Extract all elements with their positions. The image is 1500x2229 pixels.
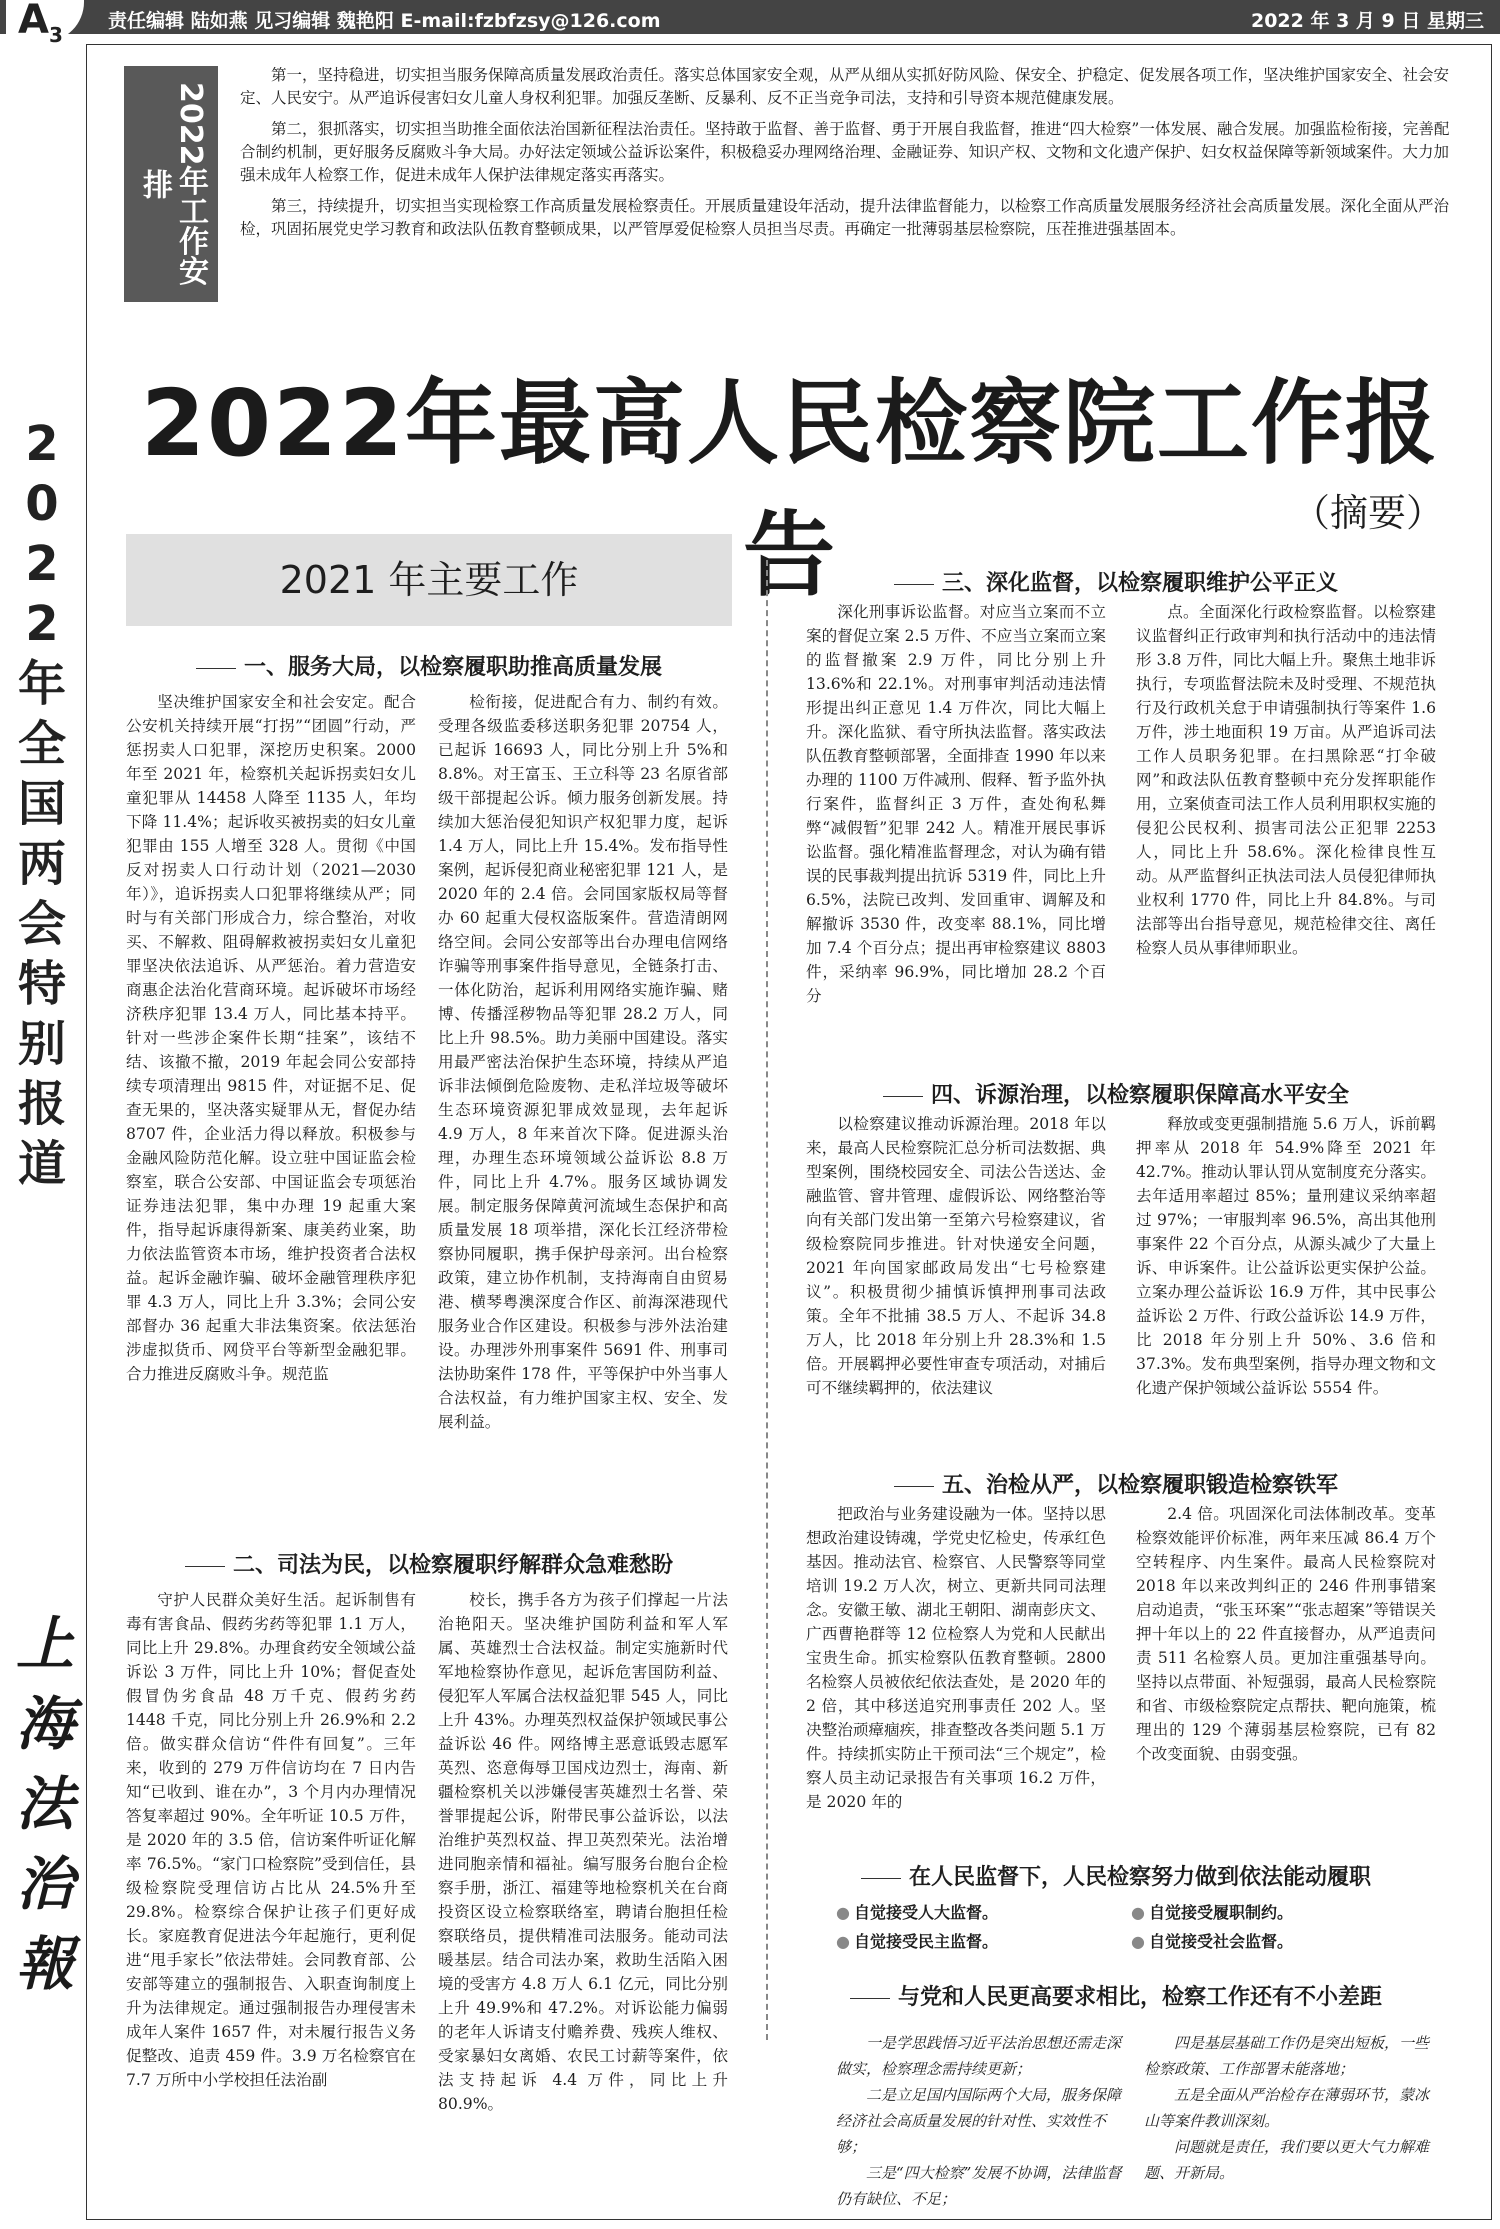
supervision-bullets xyxy=(836,1900,1426,1958)
section3-column-left: 深化刑事诉讼监督。对应当立案而不立案的督促立案 2.5 万件、不应当立案而立案的监督撤案 2.9 万件，同比分别上升 13.6%和 22.1%。对刑事审判活动违法情形提出纠正意见 1.4 万件次，同比大幅上升。深化监狱、看守所执法监督。落实政法队伍教育整顿部署，全面排查 1990 年以来办理的 1100 万件减刑、假释、暂予监外执行案件，监督纠正 3 万件，查处徇私舞弊“减假暂”犯罪 242 人。精准开展民事诉讼监督。强化精准监督理念，对认为确有错误的民事裁判提出抗诉 5319 件，同比上升 6.5%，法院已改判、发回重审、调解及和解撤诉 3530 件，改变率 88.1%，同比增加 7.4 个百分点；提出再审检察建议 8803 件，采纳率 96.9%，同比增加 28.2 个百分 xyxy=(806,603,1106,1005)
section5-column-left: 把政治与业务建设融为一体。坚持以思想政治建设铸魂，学党史忆检史，传承红色基因。推动法官、检察官、人民警察等同堂培训 19.2 万人次，树立、更新共同司法理念。安徽王敏、湖北王朝阳、湖南彭庆文、广西曹艳群等 12 位检察人为党和人民献出宝贵生命。抓实检察队伍教育整顿。2800 名检察人员被依纪依法查处，是 2020 年的 2 倍，其中移送追究刑事责任 202 人。坚决整治顽瘴痼疾，排查整改各类问题 5.1 万件。持续抓实防止干预司法“三个规定”，检察人员主动记录报告有关事项 16.2 万件，是 2020 年的 xyxy=(806,1505,1106,1811)
section4-column-right: 释放或变更强制措施 5.6 万人，诉前羁押率从 2018 年 54.9%降至 2021 年 42.7%。推动认罪认罚从宽制度充分落实。去年适用率超过 85%；量刑建议采纳率超过 97%；一审服判率 96.5%，高出其他刑事案件 22 个百分点，从源头减少了大量上诉、申诉案件。让公益诉讼更实保护公益。立案办理公益诉讼 16.9 万件，其中民事公益诉讼 2 万件、行政公益诉讼 14.9 万件，比 2018 年分别上升 50%、3.6 倍和 37.3%。发布典型案例，指导办理文物和文化遗产保护领域公益诉讼 5554 件。 xyxy=(1136,1115,1436,1397)
vertical-special-report-title xyxy=(12,414,72,1194)
bullet-item: ● 自觉接受民主监督。 xyxy=(836,1929,1131,1952)
report-title: 2022年最高人民检察院工作报告 xyxy=(140,370,1440,609)
masthead-char: 治 xyxy=(16,1850,75,1918)
masthead-char: 海 xyxy=(16,1690,75,1758)
vertical-title-char: 全 xyxy=(17,716,66,772)
vertical-title-char: 报 xyxy=(17,1076,66,1132)
section4-column-left: 以检察建议推动诉源治理。2018 年以来，最高人民检察院汇总分析司法数据、典型案例，围绕校园安全、司法公告送达、金融监管、窨井管理、虚假诉讼、网络整治等向有关部门发出第一至第六号检察建议，省级检察院同步推进。针对快递安全问题，2021 年向国家邮政局发出“七号检察建议”。积极贯彻少捕慎诉慎押刑事司法政策。全年不批捕 38.5 万人、不起诉 34.8 万人，比 2018 年分别上升 28.3%和 1.5 倍。开展羁押必要性审查专项活动，对捕后可不继续羁押的，依法建议 xyxy=(806,1115,1106,1397)
masthead-char: 報 xyxy=(16,1930,75,1998)
column-divider xyxy=(766,560,768,2040)
bullet-item: ● 自觉接受人大监督。 xyxy=(836,1900,1131,1923)
vertical-title-char: 会 xyxy=(17,896,66,952)
masthead-char: 法 xyxy=(16,1770,75,1838)
gap-item: 问题就是责任，我们要以更大气力解难题、开新局。 xyxy=(1144,2138,1430,2182)
work-arrangement-text xyxy=(240,64,1450,249)
page-header xyxy=(0,0,1500,47)
section5-column-right: 2.4 倍。巩固深化司法体制改革。变革检察效能评价标准，两年来压减 86.4 万个空转程序、内生案件。最高人民检察院对 2018 年以来改判纠正的 246 件刑事错案启动追责，“张玉环案”“张志超案”等错误关押十年以上的 22 件直接督办，从严追责问责 511 名检察人员。更加注重强基导向。坚持以点带面、补短强弱，最高人民检察院和省、市级检察院定点帮扶、靶向施策，梳理出的 129 个薄弱基层检察院，已有 82 个改变面貌、由弱变强。 xyxy=(1136,1505,1436,1763)
gap-item: 二是立足国内国际两个大局，服务保障经济社会高质量发展的针对性、实效性不够； xyxy=(836,2086,1122,2156)
gap-item: 一是学思践悟习近平法治思想还需走深做实，检察理念需持续更新； xyxy=(836,2034,1122,2078)
vertical-title-char: 2 xyxy=(25,416,59,472)
vertical-title-char: 年 xyxy=(17,656,66,712)
vertical-title-char: 两 xyxy=(17,836,66,892)
bullet-item: ● 自觉接受社会监督。 xyxy=(1131,1929,1426,1952)
year-heading: 2021 年主要工作 xyxy=(126,534,732,626)
section2-column-right: 校长，携手各方为孩子们撑起一片法治艳阳天。坚决维护国防利益和军人军属、英雄烈士合法权益。制定实施新时代军地检察协作意见，起诉危害国防利益、侵犯军人军属合法权益犯罪 545 人，同比上升 43%。办理英烈权益保护领域民事公益诉讼 46 件。网络博主恶意诋毁志愿军英烈、恣意侮辱卫国戍边烈士，海南、新疆检察机关以涉嫌侵害英雄烈士名誉、荣誉罪提起公诉，附带民事公益诉讼，以法治维护英烈权益、捍卫英烈荣光。法治增进同胞亲情和福祉。编写服务台胞台企检察手册，浙江、福建等地检察机关在台商投资区设立检察联络室，聘请台胞担任检察联络员，提供精准司法服务。能动司法暖基层。结合司法办案，救助生活陷入困境的受害方 4.8 万人 6.1 亿元，同比分别上升 49.9%和 47.2%。对诉讼能力偏弱的老年人诉请支付赡养费、残疾人维权、受家暴妇女离婚、农民工讨薪等案件，依法支持起诉 4.4 万件，同比上升 80.9%。 xyxy=(438,1591,728,2113)
masthead-char: 上 xyxy=(16,1610,75,1678)
vertical-title-char: 道 xyxy=(17,1136,66,1192)
section3-column-right: 点。全面深化行政检察监督。以检察建议监督纠正行政审判和执行活动中的违法情形 3.8 万件，同比大幅上升。聚焦土地非诉执行，专项监督法院未及时受理、不规范执行及行政机关怠于申请强制执行等案件 1.6 万件，涉土地面积 19 万亩。从严追诉司法工作人员职务犯罪。在扫黑除恶“打伞破网”和政法队伍教育整顿中充分发挥职能作用，立案侦查司法工作人员利用职权实施的侵犯公民权利、损害司法公正犯罪 2253 人，同比上升 58.6%。深化检律良性互动。从严监督纠正执法司法人员侵犯律师执业权利 1770 件，同比上升 84.8%。与司法部等出台指导意见，规范检律交往、离任检察人员从事律师职业。 xyxy=(1136,603,1436,957)
bullet-item: ● 自觉接受履职制约。 xyxy=(1131,1900,1426,1923)
gaps-column-left xyxy=(836,2030,1126,2212)
arrangement-paragraph: 第二，狠抓落实，切实担当助推全面依法治国新征程法治责任。坚持敢于监督、善于监督、勇于开展自我监督，推进“四大检察”一体发展、融合发展。加强监检衔接，完善配合制约机制，更好服务反腐败斗争大局。办好法定领域公益诉讼案件，积极稳妥办理网络治理、金融证券、知识产权、文物和文化遗产保护、妇女权益保障等新领域案件。大力加强未成年人检察工作，促进未成年人保护法律规定落实再落实。 xyxy=(240,120,1450,184)
page-badge: $A_3$ xyxy=(6,0,84,42)
arrangement-paragraph: 第一，坚持稳进，切实担当服务保障高质量发展政治责任。落实总体国家安全观，从严从细从实抓好防风险、保安全、护稳定、促发展各项工作，坚决维护国家安全、社会安定、人民安宁。从严追诉侵害妇女儿童人身权利犯罪。加强反垄断、反暴利、反不正当竞争司法，支持和引导资本规范健康发展。 xyxy=(240,66,1450,107)
report-subtitle: （摘要） xyxy=(1291,491,1444,535)
editor-info: 责任编辑 陆如燕 见习编辑 魏艳阳 E-mail:fzbfzsy@126.com xyxy=(108,10,661,32)
section1-column-right: 检衔接，促进配合有力、制约有效。受理各级监委移送职务犯罪 20754 人，已起诉 16693 人，同比分别上升 5%和 8.8%。对王富玉、王立科等 23 名原省部级干部提起公诉。倾力服务创新发展。持续加大惩治侵犯知识产权犯罪力度，起诉 1.4 万人，同比上升 15.4%。发布指导性案例，起诉侵犯商业秘密犯罪 121 人，是 2020 年的 2.4 倍。会同国家版权局等督办 60 起重大侵权盗版案件。营造清朗网络空间。会同公安部等出台办理电信网络诈骗等刑事案件指导意见，全链条打击、一体化防治，起诉利用网络实施诈骗、赌博、传播淫秽物品等犯罪 28.2 万人，同比上升 98.5%。助力美丽中国建设。落实用最严密法治保护生态环境，持续从严追诉非法倾倒危险废物、走私洋垃圾等破坏生态环境资源犯罪成效显现，去年起诉 4.9 万人，8 年来首次下降。促进源头治理，办理生态环境领域公益诉讼 8.8 万件，同比上升 4.7%。服务区域协调发展。制定服务保障黄河流域生态保护和高质量发展 18 项举措，深化长江经济带检察协同履职，携手保护母亲河。出台检察政策，建立协作机制，支持海南自由贸易港、横琴粤澳深度合作区、前海深港现代服务业合作区建设。积极参与涉外法治建设。办理涉外刑事案件 5691 件、刑事司法协助案件 178 件，平等保护中外当事人合法权益，有力维护国家主权、安全、发展利益。 xyxy=(438,693,728,1431)
vertical-title-char: 国 xyxy=(17,776,66,832)
gap-item: 五是全面从严治检存在薄弱环节，蒙冰山等案件教训深刻。 xyxy=(1144,2086,1430,2130)
section-heading-3: 三、深化监督，以检察履职维护公平正义 xyxy=(806,566,1426,597)
vertical-title-char: 0 xyxy=(25,476,59,532)
newspaper-masthead xyxy=(16,1604,74,2004)
section-heading-4: 四、诉源治理，以检察履职保障高水平安全 xyxy=(806,1078,1426,1109)
section-heading-2: 二、司法为民，以检察履职纾解群众急难愁盼 xyxy=(126,1548,732,1579)
gap-item: 三是“四大检察”发展不协调，法律监督仍有缺位、不足； xyxy=(836,2164,1122,2208)
issue-date: 2022 年 3 月 9 日 星期三 xyxy=(1250,10,1484,32)
section-heading-5: 五、治检从严，以检察履职锻造检察铁军 xyxy=(806,1468,1426,1499)
vertical-title-char: 别 xyxy=(17,1016,66,1072)
arrangement-paragraph: 第三，持续提升，切实担当实现检察工作高质量发展检察责任。开展质量建设年活动，提升法律监督能力，以检察工作高质量发展服务经济社会高质量发展。深化全面从严治检，巩固拓展党史学习教育和政法队伍教育整顿成果，以严管厚爱促检察人员担当尽责。再确定一批薄弱基层检察院，压茬推进强基固本。 xyxy=(240,197,1450,238)
vertical-title-char: 2 xyxy=(25,536,59,592)
vertical-title-char: 2 xyxy=(25,596,59,652)
section-heading-1: 一、服务大局，以检察履职助推高质量发展 xyxy=(126,650,732,681)
work-arrangement-label: 2022年工作安排 xyxy=(124,66,218,302)
vertical-title-char: 特 xyxy=(17,956,66,1012)
section2-column-left: 守护人民群众美好生活。起诉制售有毒有害食品、假药劣药等犯罪 1.1 万人，同比上升 29.8%。办理食药安全领域公益诉讼 3 万件，同比上升 10%；督促查处假冒伪劣食品 48 万千克、假药劣药 1448 千克，同比分别上升 26.9%和 2.2 倍。做实群众信访“件件有回复”。三年来，收到的 279 万件信访均在 7 日内告知“已收到、谁在办”，3 个月内办理情况答复率超过 90%。全年听证 10.5 万件，是 2020 年的 3.5 倍，信访案件听证化解率 76.5%。“家门口检察院”受到信任，县级检察院受理信访占比从 24.5%升至 29.8%。检察综合保护让孩子们更好成长。家庭教育促进法今年起施行，更利促进“甩手家长”依法带娃。会同教育部、公安部等建立的强制报告、入职查询制度上升为法律规定。通过强制报告办理侵害未成年人案件 1657 件，对未履行报告义务促整改、追责 459 件。3.9 万名检察官在 7.7 万所中小学校担任法治副 xyxy=(126,1591,416,2089)
left-sidebar xyxy=(0,34,86,2229)
gap-item: 四是基层基础工作仍是突出短板，一些检察政策、工作部署未能落地； xyxy=(1144,2034,1430,2078)
section-heading-6: 在人民监督下，人民检察努力做到依法能动履职 xyxy=(806,1860,1426,1891)
section1-column-left: 坚决维护国家安全和社会安定。配合公安机关持续开展“打拐”“团圆”行动，严惩拐卖人口犯罪，深挖历史积案。2000 年至 2021 年，检察机关起诉拐卖妇女儿童犯罪从 14458 人降至 1135 人，年均下降 11.4%；起诉收买被拐卖的妇女儿童犯罪由 155 人增至 328 人。贯彻《中国反对拐卖人口行动计划（2021—2030 年）》，追诉拐卖人口犯罪将继续从严；同时与有关部门形成合力，综合整治，对收买、不解救、阻碍解救被拐卖妇女儿童犯罪坚决依法追诉、从严惩治。着力营造安商惠企法治化营商环境。起诉破坏市场经济秩序犯罪 13.4 万人，同比基本持平。针对一些涉企案件长期“挂案”，该结不结、该撤不撤，2019 年起会同公安部持续专项清理出 9815 件，对证据不足、促查无果的，坚决落实疑罪从无，督促办结 8707 件，企业活力得以释放。积极参与金融风险防范化解。设立驻中国证监会检察室，联合公安部、中国证监会专项惩治证券违法犯罪，集中办理 19 起重大案件，指导起诉康得新案、康美药业案，助力依法监管资本市场，维护投资者合法权益。起诉金融诈骗、破坏金融管理秩序犯罪 4.3 万人，同比上升 3.3%；会同公安部督办 36 起重大非法集资案。依法惩治涉虚拟货币、网贷平台等新型金融犯罪。合力推进反腐败斗争。规范监 xyxy=(126,693,416,1383)
section-heading-7: 与党和人民更高要求相比，检察工作还有不小差距 xyxy=(806,1980,1426,2011)
gaps-column-right xyxy=(1144,2030,1434,2186)
